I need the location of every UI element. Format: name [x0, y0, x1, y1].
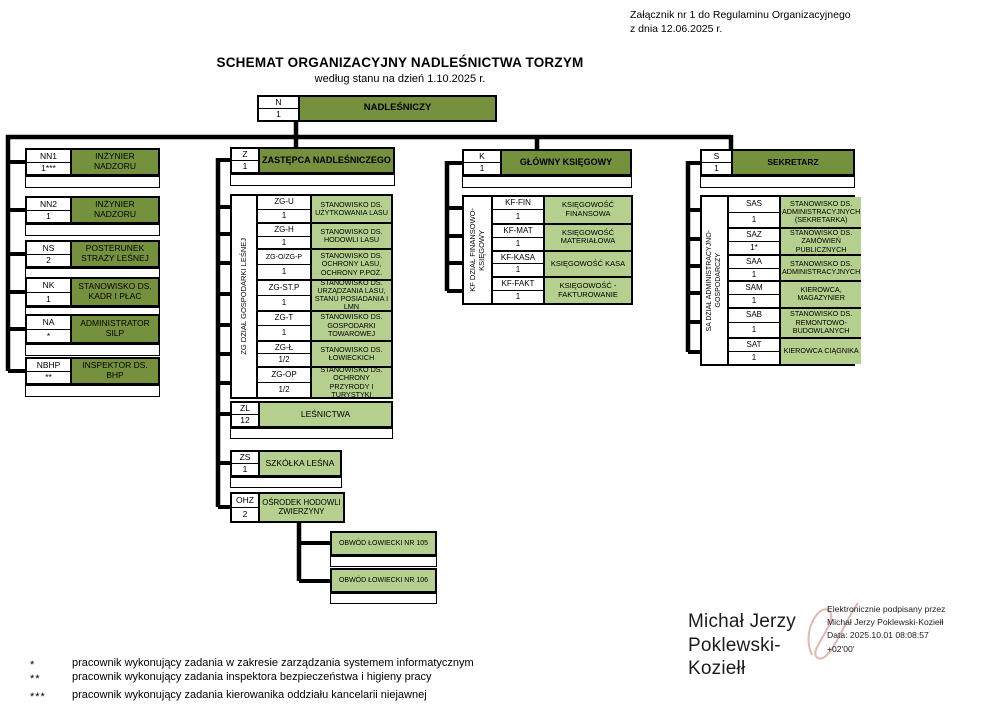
footnote-text-2: pracownik wykonujący zadania inspektora bezpieczeństwa i higieny pracy	[72, 671, 432, 683]
stubs-left	[8, 162, 25, 371]
unit-count: 1	[714, 163, 719, 174]
unit-code: NS	[27, 242, 70, 255]
unit-label: OBWÓD ŁOWIECKI NR 106	[332, 570, 435, 591]
unit-count: 12	[240, 415, 250, 426]
org-box-nbhp	[25, 357, 160, 385]
unit-count: 1***	[41, 163, 56, 173]
spacer-box	[230, 477, 342, 488]
unit-label: SZKÓŁKA LEŚNA	[260, 452, 340, 475]
spacer-box	[700, 176, 855, 188]
kf-department-group	[462, 195, 633, 305]
unit-label: POSTERUNEK STRAŻY LEŚNEJ	[72, 242, 158, 266]
unit-count: 2	[46, 255, 51, 265]
org-box-nk	[25, 277, 160, 307]
spacer-box	[25, 344, 160, 356]
zg-row: ZG-OP 1/2 STANOWISKO DS. OCHRONY PRZYRODY I TURYSTYKI	[258, 366, 391, 397]
unit-label: STANOWISKO DS. KADR I PŁAC	[72, 279, 158, 305]
sa-row: SAS 1 STANOWISKO DS. ADMINISTRACYJNYCH (SEKRETARKA)	[729, 197, 861, 227]
sa-row: SAM 1 KIEROWCA, MAGAZYNIER	[729, 280, 861, 306]
unit-label: OBWÓD ŁOWIECKI NR 105	[332, 533, 435, 554]
spacer-box	[25, 224, 160, 236]
unit-code: OHZ	[232, 494, 258, 508]
unit-code: ZL	[232, 403, 258, 415]
zg-row: ZG-H 1 STANOWISKO DS. HODOWLI LASU	[258, 222, 391, 248]
org-box-ohz	[230, 492, 345, 523]
org-box-nn1	[25, 148, 160, 176]
org-box-obwod-106	[330, 568, 437, 593]
org-box-zastepca	[230, 147, 395, 174]
unit-count: 1	[242, 161, 248, 172]
stubs-ohz	[299, 543, 330, 581]
spacer-box	[25, 176, 160, 188]
unit-label: LEŚNICTWA	[260, 403, 391, 426]
footnote-mark-2: **	[30, 673, 41, 685]
sa-department-group	[700, 195, 861, 366]
unit-label: SEKRETARZ	[733, 151, 853, 174]
zg-row: ZG-T 1 STANOWISKO DS. GOSPODARKI TOWAROWEJ	[258, 310, 391, 340]
unit-count: *	[46, 330, 51, 341]
attachment-note	[630, 8, 970, 36]
footnote-text-3: pracownik wykonujący zadania kierowanika oddziału kancelarii niejawnej	[72, 689, 427, 701]
sa-row: SAA 1 STANOWISKO DS. ADMINISTRACYJNYCH	[729, 254, 861, 280]
unit-code: NBHP	[27, 359, 70, 372]
zg-row: ZG-ST.P 1 STANOWISKO DS. URZĄDZANIA LASU, STANU POSIADANIA I LMN	[258, 279, 391, 310]
unit-code: S	[702, 151, 731, 163]
spacer-box	[330, 556, 437, 567]
unit-label: INSPEKTOR DS. BHP	[72, 359, 158, 383]
signature-details	[827, 603, 979, 656]
zg-row: ZG-U 1 STANOWISKO DS. UŻYTKOWANIA LASU	[258, 196, 391, 222]
signature-details-line1: Elektronicznie podpisany przez	[827, 604, 946, 614]
unit-code: NN2	[27, 198, 70, 211]
unit-label: ADMINISTRATOR SILP	[72, 316, 158, 342]
kf-vertical-label: KF DZIAŁ FINANSOWO- KSIĘGOWY	[464, 197, 493, 303]
kf-row: KF-FAKT 1 KSIĘGOWOŚĆ - FAKTUROWANIE	[493, 276, 631, 303]
unit-count: 1	[276, 109, 281, 120]
unit-code: Z	[232, 149, 258, 161]
kf-row: KF-KASA 1 KSIĘGOWOŚĆ KASA	[493, 250, 631, 276]
unit-code: NA	[27, 316, 70, 330]
spacer-box	[330, 593, 437, 604]
zg-row: ZG-O/ZG-P 1 STANOWISKO DS. OCHRONY LASU, OCHRONY P.POŻ.	[258, 248, 391, 278]
signature-name	[688, 610, 833, 681]
signature-details-line3: Data: 2025.10.01 08:08:57	[827, 630, 929, 641]
unit-code: NN1	[27, 150, 70, 163]
unit-code: ZS	[232, 452, 258, 464]
sa-row: SAB 1 STANOWISKO DS. REMONTOWO-BUDOWLANYCH	[729, 307, 861, 337]
sa-row: SAT 1 KIEROWCA CIĄGNIKA	[729, 337, 861, 364]
zg-department-group	[230, 194, 393, 399]
spacer-box	[230, 174, 395, 186]
unit-label: INŻYNIER NADZORU	[72, 198, 158, 222]
unit-count: 1	[242, 464, 248, 475]
zg-vertical-label: ZG DZIAŁ GOSPODARKI LEŚNEJ	[232, 196, 258, 397]
signature-details-line2: Michał Jerzy Poklewski-Koziełł	[827, 617, 944, 628]
attachment-note-line1: Załącznik nr 1 do Regulaminu Organizacyjnego	[630, 9, 851, 21]
footnote-mark-3: ***	[30, 691, 46, 703]
unit-label: OŚRODEK HODOWLI ZWIERZYNY	[260, 494, 343, 521]
spacer-box	[230, 428, 393, 439]
unit-count: 1	[46, 211, 51, 221]
org-box-szkolka	[230, 450, 342, 477]
footnote-text-1: pracownik wykonujący zadania w zakresie zarządzania systemem informatycznym	[72, 657, 474, 669]
org-box-nadlesniczy	[257, 95, 497, 122]
org-box-glowny-ksiegowy	[462, 149, 632, 176]
unit-count: 1	[479, 163, 485, 174]
org-box-ns	[25, 240, 160, 268]
unit-count: 2	[242, 509, 248, 520]
unit-label: GŁÓWNY KSIĘGOWY	[502, 151, 630, 174]
attachment-note-line2: z dnia 12.06.2025 r.	[630, 23, 723, 35]
unit-label: ZASTĘPCA NADLEŚNICZEGO	[260, 149, 393, 172]
spacer-box	[462, 176, 632, 188]
kf-row: KF-FIN 1 KSIĘGOWOŚĆ FINANSOWA	[493, 197, 631, 223]
footnote-mark-1: *	[30, 659, 36, 671]
unit-code: N	[259, 97, 298, 109]
zg-row: ZG-Ł 1/2 STANOWISKO DS. ŁOWIECKICH	[258, 340, 391, 366]
signature-name-line1: Michał Jerzy	[688, 611, 796, 632]
org-box-lesnictwa	[230, 401, 393, 428]
org-box-obwod-105	[330, 531, 437, 556]
unit-count: 1	[46, 293, 51, 304]
page-subtitle: według stanu na dzień 1.10.2025 r.	[314, 73, 486, 85]
page-title: SCHEMAT ORGANIZACYJNY NADLEŚNICTWA TORZYM	[216, 55, 584, 70]
signature-details-line4: +02'00'	[827, 643, 855, 654]
kf-row: KF-MAT 1 KSIĘGOWOŚĆ MATERIAŁOWA	[493, 223, 631, 250]
org-box-nn2	[25, 196, 160, 224]
unit-code: K	[464, 151, 500, 163]
unit-label: NADLEŚNICZY	[300, 97, 495, 120]
spacer-box	[25, 385, 160, 397]
signature-name-line2: Poklewski-Koziełł	[688, 634, 781, 679]
sa-row: SAZ 1* STANOWISKO DS. ZAMÓWIEŃ PUBLICZNYCH	[729, 227, 861, 254]
sa-vertical-label: SA DZIAŁ ADMINISTRACYJNO- GOSPODARCZY	[702, 197, 729, 364]
org-box-sekretarz	[700, 149, 855, 176]
org-box-na	[25, 314, 160, 344]
unit-code: NK	[27, 279, 70, 293]
unit-count: **	[45, 372, 52, 382]
unit-label: INŻYNIER NADZORU	[72, 150, 158, 174]
